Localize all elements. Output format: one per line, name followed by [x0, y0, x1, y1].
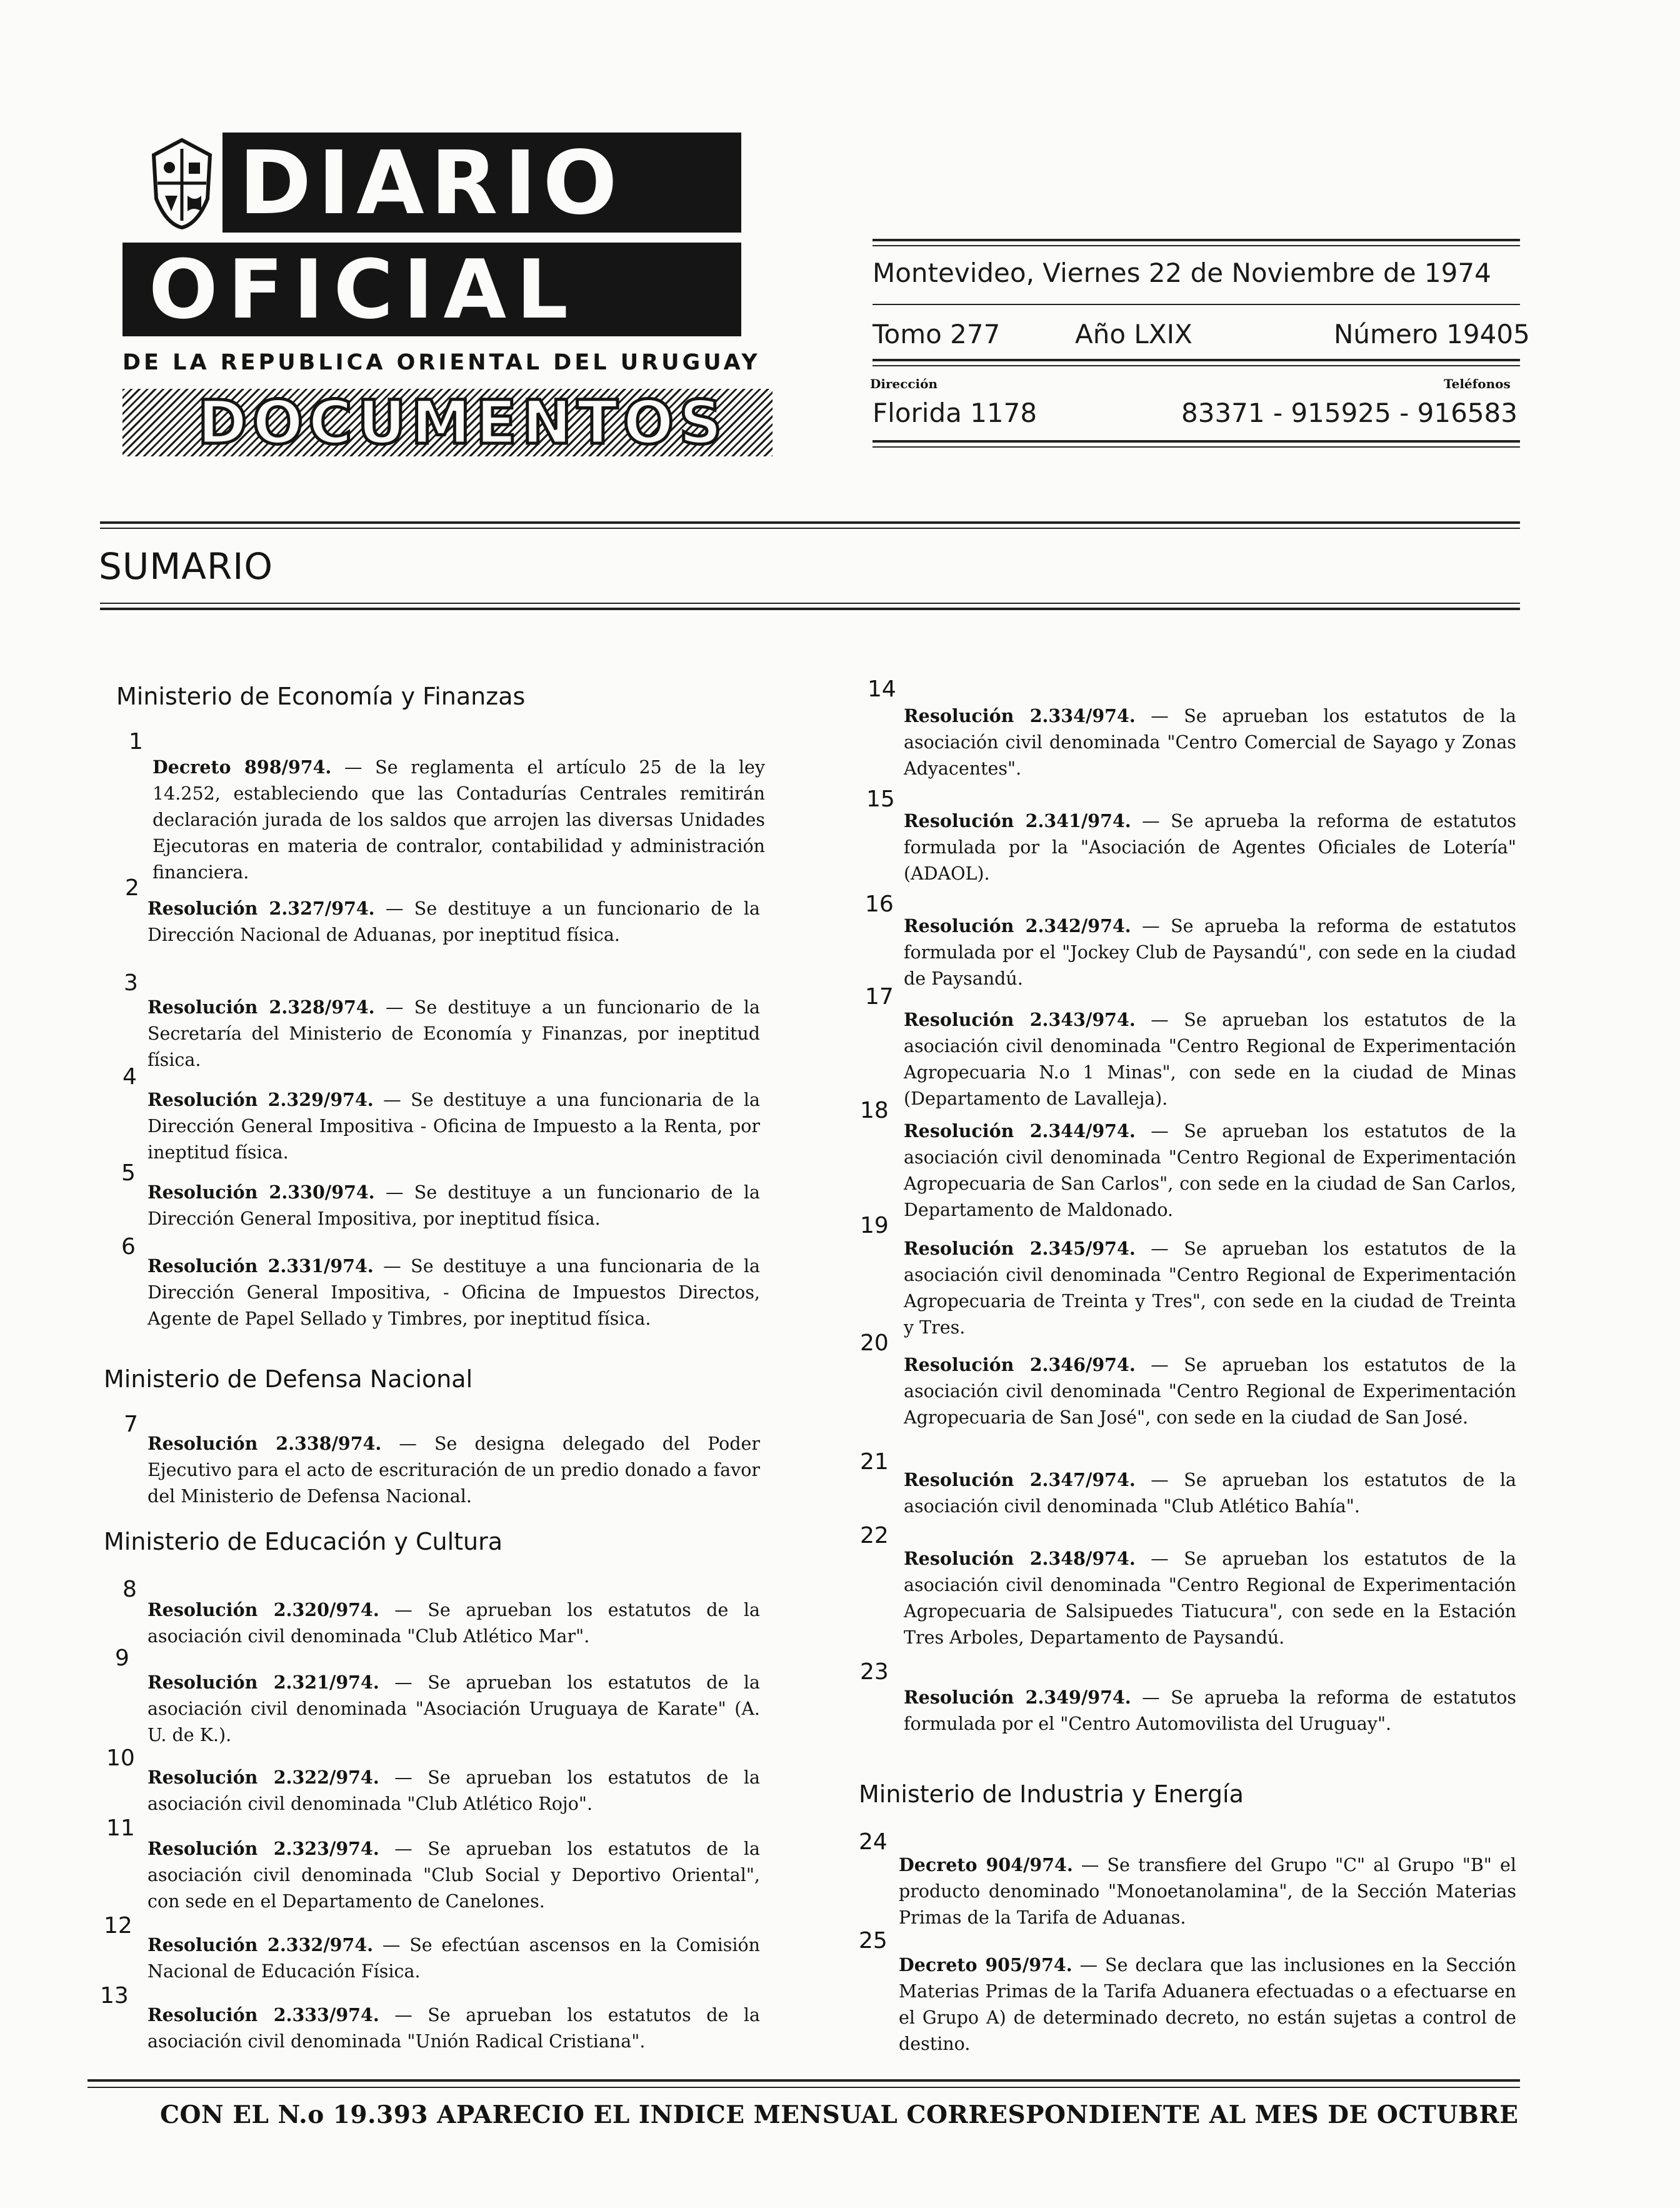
entry-number: 5: [121, 1160, 136, 1186]
entry-15: [904, 808, 1516, 887]
entry-code: Resolución 2.346/974.: [904, 1354, 1136, 1375]
entry-6: [148, 1253, 760, 1332]
entry-text: — Se aprueban los estatutos de la asociación civil denominada "Centro Regional de Experimentación Agropecuaria de Treinta y Tres", con sede en la ciudad de Treinta y Tres.: [904, 1238, 1516, 1338]
entry-number: 9: [115, 1645, 129, 1671]
entry-2: [148, 895, 760, 948]
entry-code: Resolución 2.341/974.: [904, 810, 1131, 831]
entry-number: 15: [866, 786, 895, 812]
sumario-title: SUMARIO: [99, 545, 274, 588]
entry-19: [904, 1235, 1516, 1341]
entry-number: 8: [122, 1577, 137, 1602]
masthead-title-oficial: OFICIAL: [149, 242, 578, 337]
sumario-top-rule-1: [100, 521, 1520, 524]
entry-10: [148, 1764, 760, 1817]
entry-5: [148, 1179, 760, 1232]
entry-number: 7: [124, 1412, 138, 1437]
entry-number: 13: [100, 1983, 129, 2009]
entry-number: 21: [860, 1449, 889, 1475]
issue-direccion: Florida 1178: [872, 398, 1038, 428]
entry-text: — Se aprueban los estatutos de la asociación civil denominada "Club Atlético Mar".: [148, 1600, 760, 1647]
sumario-bottom-rule-2: [100, 608, 1520, 610]
section-educacion: Ministerio de Educación y Cultura: [104, 1528, 503, 1555]
info-rule-3b: [872, 365, 1520, 366]
entry-number: 25: [859, 1928, 888, 1954]
entry-number: 11: [106, 1815, 135, 1841]
entry-text: — Se aprueban los estatutos de la asociación civil denominada "Centro Regional de Experimentación Agropecuaria de San Carlos", con sede en la ciudad de San Carlos, Departamento de Maldonado.: [904, 1121, 1516, 1220]
entry-code: Resolución 2.349/974.: [904, 1687, 1131, 1708]
telefonos-label: Teléfonos: [1444, 376, 1511, 391]
section-economia: Ministerio de Economía y Finanzas: [116, 683, 526, 710]
entry-code: Resolución 2.338/974.: [148, 1433, 382, 1454]
entry-code: Resolución 2.327/974.: [148, 898, 375, 919]
entry-code: Resolución 2.328/974.: [148, 996, 375, 1018]
entry-code: Resolución 2.348/974.: [904, 1548, 1136, 1569]
entry-code: Resolución 2.330/974.: [148, 1182, 375, 1203]
entry-24: [899, 1852, 1516, 1931]
entry-1: [152, 754, 765, 886]
entry-12: [148, 1932, 760, 1985]
entry-number: 14: [868, 676, 896, 702]
entry-code: Resolución 2.320/974.: [148, 1599, 379, 1620]
entry-7: [148, 1430, 760, 1510]
entry-14: [904, 703, 1516, 782]
entry-4: [148, 1086, 760, 1166]
info-top-rule-1: [872, 239, 1520, 241]
entry-text: — Se aprueba la reforma de estatutos formulada por el "Centro Automovilista del Uruguay".: [904, 1687, 1516, 1734]
documentos-banner-text: DOCUMENTOS: [198, 388, 728, 458]
entry-code: Resolución 2.345/974.: [904, 1238, 1136, 1259]
entry-number: 22: [860, 1523, 889, 1548]
entry-code: Resolución 2.331/974.: [148, 1255, 374, 1277]
entry-text: — Se aprueban los estatutos de la asociación civil denominada "Centro Regional de Experimentación Agropecuaria de San José", con sede en la ciudad de San José.: [904, 1355, 1516, 1428]
entry-number: 24: [859, 1829, 888, 1855]
entry-18: [904, 1118, 1516, 1223]
info-bottom-rule-2: [872, 446, 1520, 448]
sumario-bottom-rule-1: [100, 603, 1520, 604]
entry-code: Resolución 2.342/974.: [904, 915, 1131, 936]
entry-code: Resolución 2.333/974.: [148, 2004, 379, 2025]
entry-text: — Se aprueban los estatutos de la asociación civil denominada "Club Atlético Rojo".: [148, 1767, 760, 1814]
entry-3: [148, 994, 760, 1073]
entry-25: [899, 1952, 1516, 2057]
entry-number: 10: [106, 1745, 135, 1771]
entry-16: [904, 913, 1516, 992]
issue-anio: Año LXIX: [1075, 319, 1192, 349]
entry-number: 16: [865, 891, 894, 917]
entry-number: 12: [104, 1913, 132, 1939]
entry-text: — Se aprueban los estatutos de la asociación civil denominada "Club Social y Deportivo Oriental", con sede en el Departamento de Canelones.: [148, 1839, 760, 1912]
entry-text: — Se designa delegado del Poder Ejecutivo para el acto de escrituración de un predio donado a favor del Ministerio de Defensa Nacional.: [148, 1433, 760, 1507]
issue-tomo: Tomo 277: [872, 319, 1001, 349]
entry-text: — Se destituye a un funcionario de la Dirección General Impositiva, por ineptitud física.: [148, 1182, 760, 1229]
entry-number: 23: [860, 1659, 889, 1685]
entry-code: Resolución 2.322/974.: [148, 1767, 379, 1788]
entry-code: Resolución 2.329/974.: [148, 1089, 374, 1110]
entry-text: — Se destituye a un funcionario de la Dirección Nacional de Aduanas, por ineptitud física.: [148, 898, 760, 945]
entry-number: 4: [122, 1064, 137, 1090]
info-rule-2: [872, 304, 1520, 305]
entry-text: — Se aprueban los estatutos de la asociación civil denominada "Asociación Uruguaya de Karate" (A. U. de K.).: [148, 1672, 760, 1745]
entry-code: Resolución 2.343/974.: [904, 1009, 1136, 1030]
entry-text: — Se efectúan ascensos en la Comisión Nacional de Educación Física.: [148, 1935, 760, 1982]
entry-code: Resolución 2.347/974.: [904, 1469, 1136, 1490]
entry-text: — Se aprueban los estatutos de la asociación civil denominada "Centro Regional de Experimentación Agropecuaria de Salsipuedes Tiatucura", con sede en la Estación Tres Arboles, Departamento de Paysandú.: [904, 1548, 1516, 1648]
entry-code: Resolución 2.321/974.: [148, 1672, 379, 1693]
info-top-rule-2: [872, 245, 1520, 246]
entry-number: 20: [860, 1330, 889, 1356]
entry-code: Decreto 904/974.: [899, 1854, 1073, 1875]
info-bottom-rule-1: [872, 440, 1520, 443]
footer-rule-2: [88, 2087, 1520, 2088]
entry-text: — Se aprueban los estatutos de la asociación civil denominada "Centro Comercial de Sayago y Zonas Adyacentes".: [904, 706, 1516, 779]
issue-numero: Número 19405: [1334, 319, 1530, 349]
entry-code: Decreto 898/974.: [152, 756, 332, 778]
entry-text: — Se destituye a un funcionario de la Secretaría del Ministerio de Economía y Finanzas, por ineptitud física.: [148, 997, 760, 1070]
issue-place-date: Montevideo, Viernes 22 de Noviembre de 1974: [872, 258, 1491, 288]
masthead-subtitle: DE LA REPUBLICA ORIENTAL DEL URUGUAY: [122, 350, 761, 375]
entry-20: [904, 1352, 1516, 1431]
footer-note: CON EL N.o 19.393 APARECIO EL INDICE MENSUAL CORRESPONDIENTE AL MES DE OCTUBRE: [160, 2100, 1519, 2129]
entry-8: [148, 1597, 760, 1650]
entry-code: Resolución 2.323/974.: [148, 1838, 379, 1859]
entry-text: — Se aprueba la reforma de estatutos formulada por la "Asociación de Agentes Oficiales de Lotería" (ADAOL).: [904, 811, 1516, 884]
sumario-top-rule-2: [100, 528, 1520, 529]
entry-text: — Se destituye a una funcionaria de la Dirección General Impositiva - Oficina de Impuesto a la Renta, por ineptitud física.: [148, 1090, 760, 1163]
coat-of-arms-emblem: [148, 136, 216, 230]
masthead-title-diario: DIARIO: [239, 133, 624, 234]
entry-number: 2: [125, 875, 139, 901]
entry-code: Resolución 2.332/974.: [148, 1934, 374, 1955]
entry-23: [904, 1684, 1516, 1737]
entry-11: [148, 1835, 760, 1915]
section-industria: Ministerio de Industria y Energía: [859, 1780, 1244, 1808]
entry-21: [904, 1467, 1516, 1520]
footer-rule-1: [88, 2079, 1520, 2082]
entry-text: — Se aprueban los estatutos de la asociación civil denominada "Centro Regional de Experimentación Agropecuaria N.o 1 Minas", con sede en la ciudad de Minas (Departamento de Lavalleja).: [904, 1010, 1516, 1109]
entry-number: 18: [860, 1098, 889, 1123]
entry-number: 17: [865, 984, 894, 1010]
entry-13: [148, 2002, 760, 2055]
entry-text: — Se destituye a una funcionaria de la Dirección General Impositiva, - Oficina de Impuestos Directos, Agente de Papel Sellado y Timbres, por ineptitud física.: [148, 1256, 760, 1329]
direccion-label: Dirección: [870, 376, 938, 391]
entry-number: 6: [121, 1234, 136, 1260]
entry-17: [904, 1006, 1516, 1112]
info-rule-3a: [872, 359, 1520, 361]
entry-text: — Se aprueban los estatutos de la asociación civil denominada "Club Atlético Bahía".: [904, 1470, 1516, 1517]
entry-text: — Se declara que las inclusiones en la Sección Materias Primas de la Tarifa Aduanera efectuadas o a efectuarse en el Grupo A) de determinado decreto, no están sujetas a control de destino.: [899, 1955, 1516, 2054]
entry-text: — Se aprueban los estatutos de la asociación civil denominada "Unión Radical Cristiana".: [148, 2005, 760, 2052]
entry-code: Resolución 2.344/974.: [904, 1120, 1136, 1142]
section-defensa: Ministerio de Defensa Nacional: [104, 1365, 473, 1393]
entry-code: Decreto 905/974.: [899, 1954, 1072, 1975]
entry-9: [148, 1669, 760, 1749]
entry-text: — Se aprueba la reforma de estatutos formulada por el "Jockey Club de Paysandú", con sede en la ciudad de Paysandú.: [904, 916, 1516, 989]
entry-text: — Se transfiere del Grupo "C" al Grupo "B" el producto denominado "Monoetanolamina", de la Sección Materias Primas de la Tarifa de Aduanas.: [899, 1855, 1516, 1928]
entry-text: — Se reglamenta el artículo 25 de la ley 14.252, estableciendo que las Contadurías Centrales remitirán declaración jurada de los saldos que arrojen las diversas Unidades Ejecutoras en materia de contralor, contabilidad y administración financiera.: [152, 757, 765, 883]
entry-number: 1: [129, 729, 143, 755]
entry-22: [904, 1545, 1516, 1651]
issue-telefonos: 83371 - 915925 - 916583: [1181, 398, 1518, 428]
entry-number: 19: [860, 1213, 889, 1238]
entry-number: 3: [124, 970, 138, 996]
entry-code: Resolución 2.334/974.: [904, 705, 1136, 726]
